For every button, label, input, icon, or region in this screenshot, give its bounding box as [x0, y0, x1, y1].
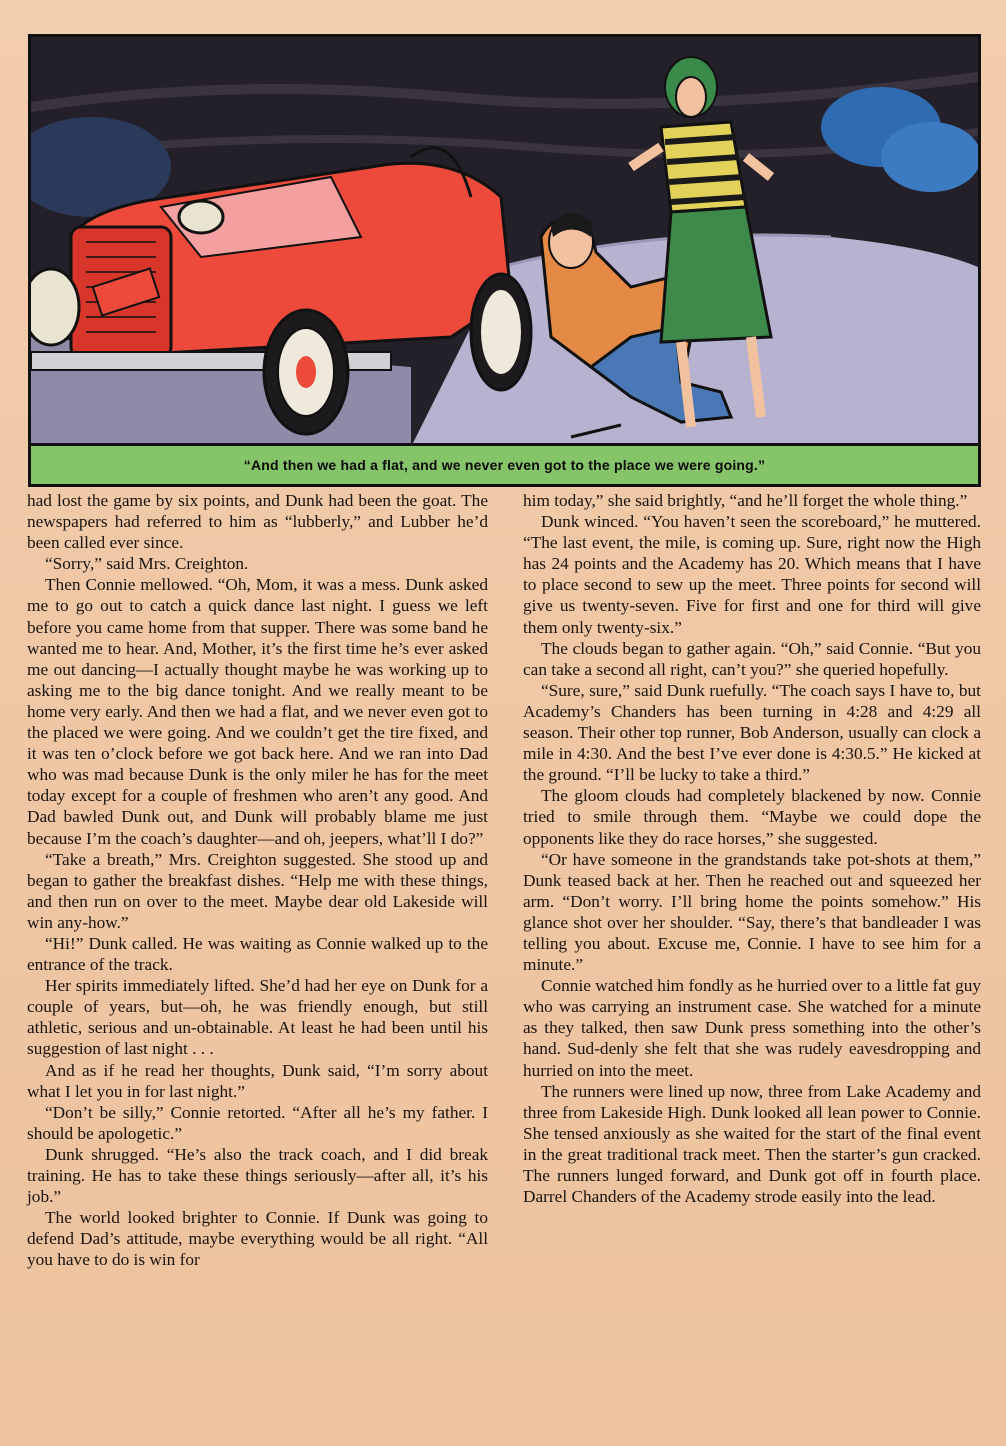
text-column-left — [27, 490, 488, 1270]
paragraph: “Don’t be silly,” Connie retorted. “After all he’s my father. I should be apologetic.” — [27, 1102, 488, 1143]
paragraph: Connie watched him fondly as he hurried over to a little fat guy who was carrying an instrument case. She watched for a minute as they talked, then saw Dunk press something into the other’s hand. Sud-denly she felt that she was rudely eavesdropping and hurried on into the meet. — [523, 976, 981, 1080]
paragraph: “Sorry,” said Mrs. Creighton. — [45, 554, 249, 574]
paragraph: “Hi!” Dunk called. He was waiting as Connie walked up to the entrance of the track. — [27, 933, 488, 975]
paragraph: Then Connie mellowed. “Oh, Mom, it was a mess. Dunk asked me to go out to catch a quick dance last night. I guess we left before you came home from that supper. There was some band he wanted me to hear. And, Mother, it’s the first time he’s ever asked me out dancing—I actually thought maybe he was working up to asking me to the big dance tonight. And we really meant to be home very early. And then we had a flat, and we never even got to the placed we were going. And we couldn’t get the tire fixed, and it was ten o’clock before we got back here. And we ran into Dad who was mad because Dunk is the only miler he has for the meet today except for a couple of freshmen who aren’t any good. And Dad bawled Dunk out, and Dunk will probably blame me just because I’m the coach’s daughter—and oh, jeepers, what’ll I do?” — [27, 575, 488, 848]
paragraph: Her spirits immediately lifted. She’d had her eye on Dunk for a couple of years, but—oh, he was friendly enough, but still athletic, serious and un-obtainable. At least he had been until his suggestion of last night . . . — [27, 976, 488, 1059]
paragraph: The runners were lined up now, three from Lake Academy and three from Lakeside High. Dunk looked all lean power to Connie. She tensed anxiously as she waited for the start of the final event in the great traditional track meet. Then the starter’s gun cracked. The runners lunged forward, and Dunk got off in fourth place. Darrel Chanders of the Academy strode easily into the lead. — [523, 1081, 981, 1207]
paragraph: “Or have someone in the grandstands take pot-shots at them,” Dunk teased back at her. Then he reached out and squeezed her arm. “Don’t worry. I’ll bring home the points somehow.” His glance shot over her shoulder. “Say, there’s that bandleader I was telling you about. Excuse me, Connie. I have to see him for a minute.” — [523, 849, 981, 975]
paragraph: Dunk winced. “You haven’t seen the scoreboard,” he muttered. “The last event, the mile, is coming up. Sure, right now the High has 24 points and the Academy has 20. Which means that I have to place second to sew up the meet. Three points for second will give us twenty-seven. Five for first and one for third will give them only twenty-six.” — [523, 512, 981, 637]
paragraph: And as if he read her thoughts, Dunk said, “I’m sorry about what I let you in for last night.” — [27, 1060, 488, 1101]
illustration-panel — [28, 34, 981, 487]
panel-caption: “And then we had a flat, and we never even got to the place we were going.” — [31, 443, 978, 484]
paragraph: him today,” she said brightly, “and he’ll forget the whole thing.” — [523, 491, 968, 510]
paragraph: had lost the game by six points, and Dunk had been the goat. The newspapers had referred to him as “lubberly,” and Lubber he’d been called ever since. — [27, 491, 488, 553]
car-flat-tire-illustration — [31, 37, 978, 447]
paragraph: The gloom clouds had completely blackened by now. Connie tried to smile through them. “Maybe we could dope the opponents like they do race horses,” she suggested. — [523, 786, 981, 848]
paragraph: The clouds began to gather again. “Oh,” said Connie. “But you can take a second all right, can’t you?” she queried hopefully. — [523, 638, 981, 679]
paragraph: Dunk shrugged. “He’s also the track coach, and I did break training. He has to take these things seriously—after all, it’s his job.” — [27, 1144, 488, 1207]
paragraph: “Take a breath,” Mrs. Creighton suggested. She stood up and began to gather the breakfast dishes. “Help me with these things, and then run on over to the meet. Maybe dear old Lakeside will win any-how.” — [27, 849, 488, 932]
paragraph: “Sure, sure,” said Dunk ruefully. “The coach says I have to, but Academy’s Chanders has been turning in 4:28 and 4:29 all season. Their other top runner, Bob Anderson, usually can clock a mile in 4:30. And the best I’ve ever done is 4:30.5.” He kicked at the ground. “I’ll be lucky to take a third.” — [523, 680, 981, 785]
text-column-right — [523, 490, 981, 1207]
paragraph: The world looked brighter to Connie. If Dunk was going to defend Dad’s attitude, maybe everything would be all right. “All you have to do is win for — [27, 1208, 488, 1270]
